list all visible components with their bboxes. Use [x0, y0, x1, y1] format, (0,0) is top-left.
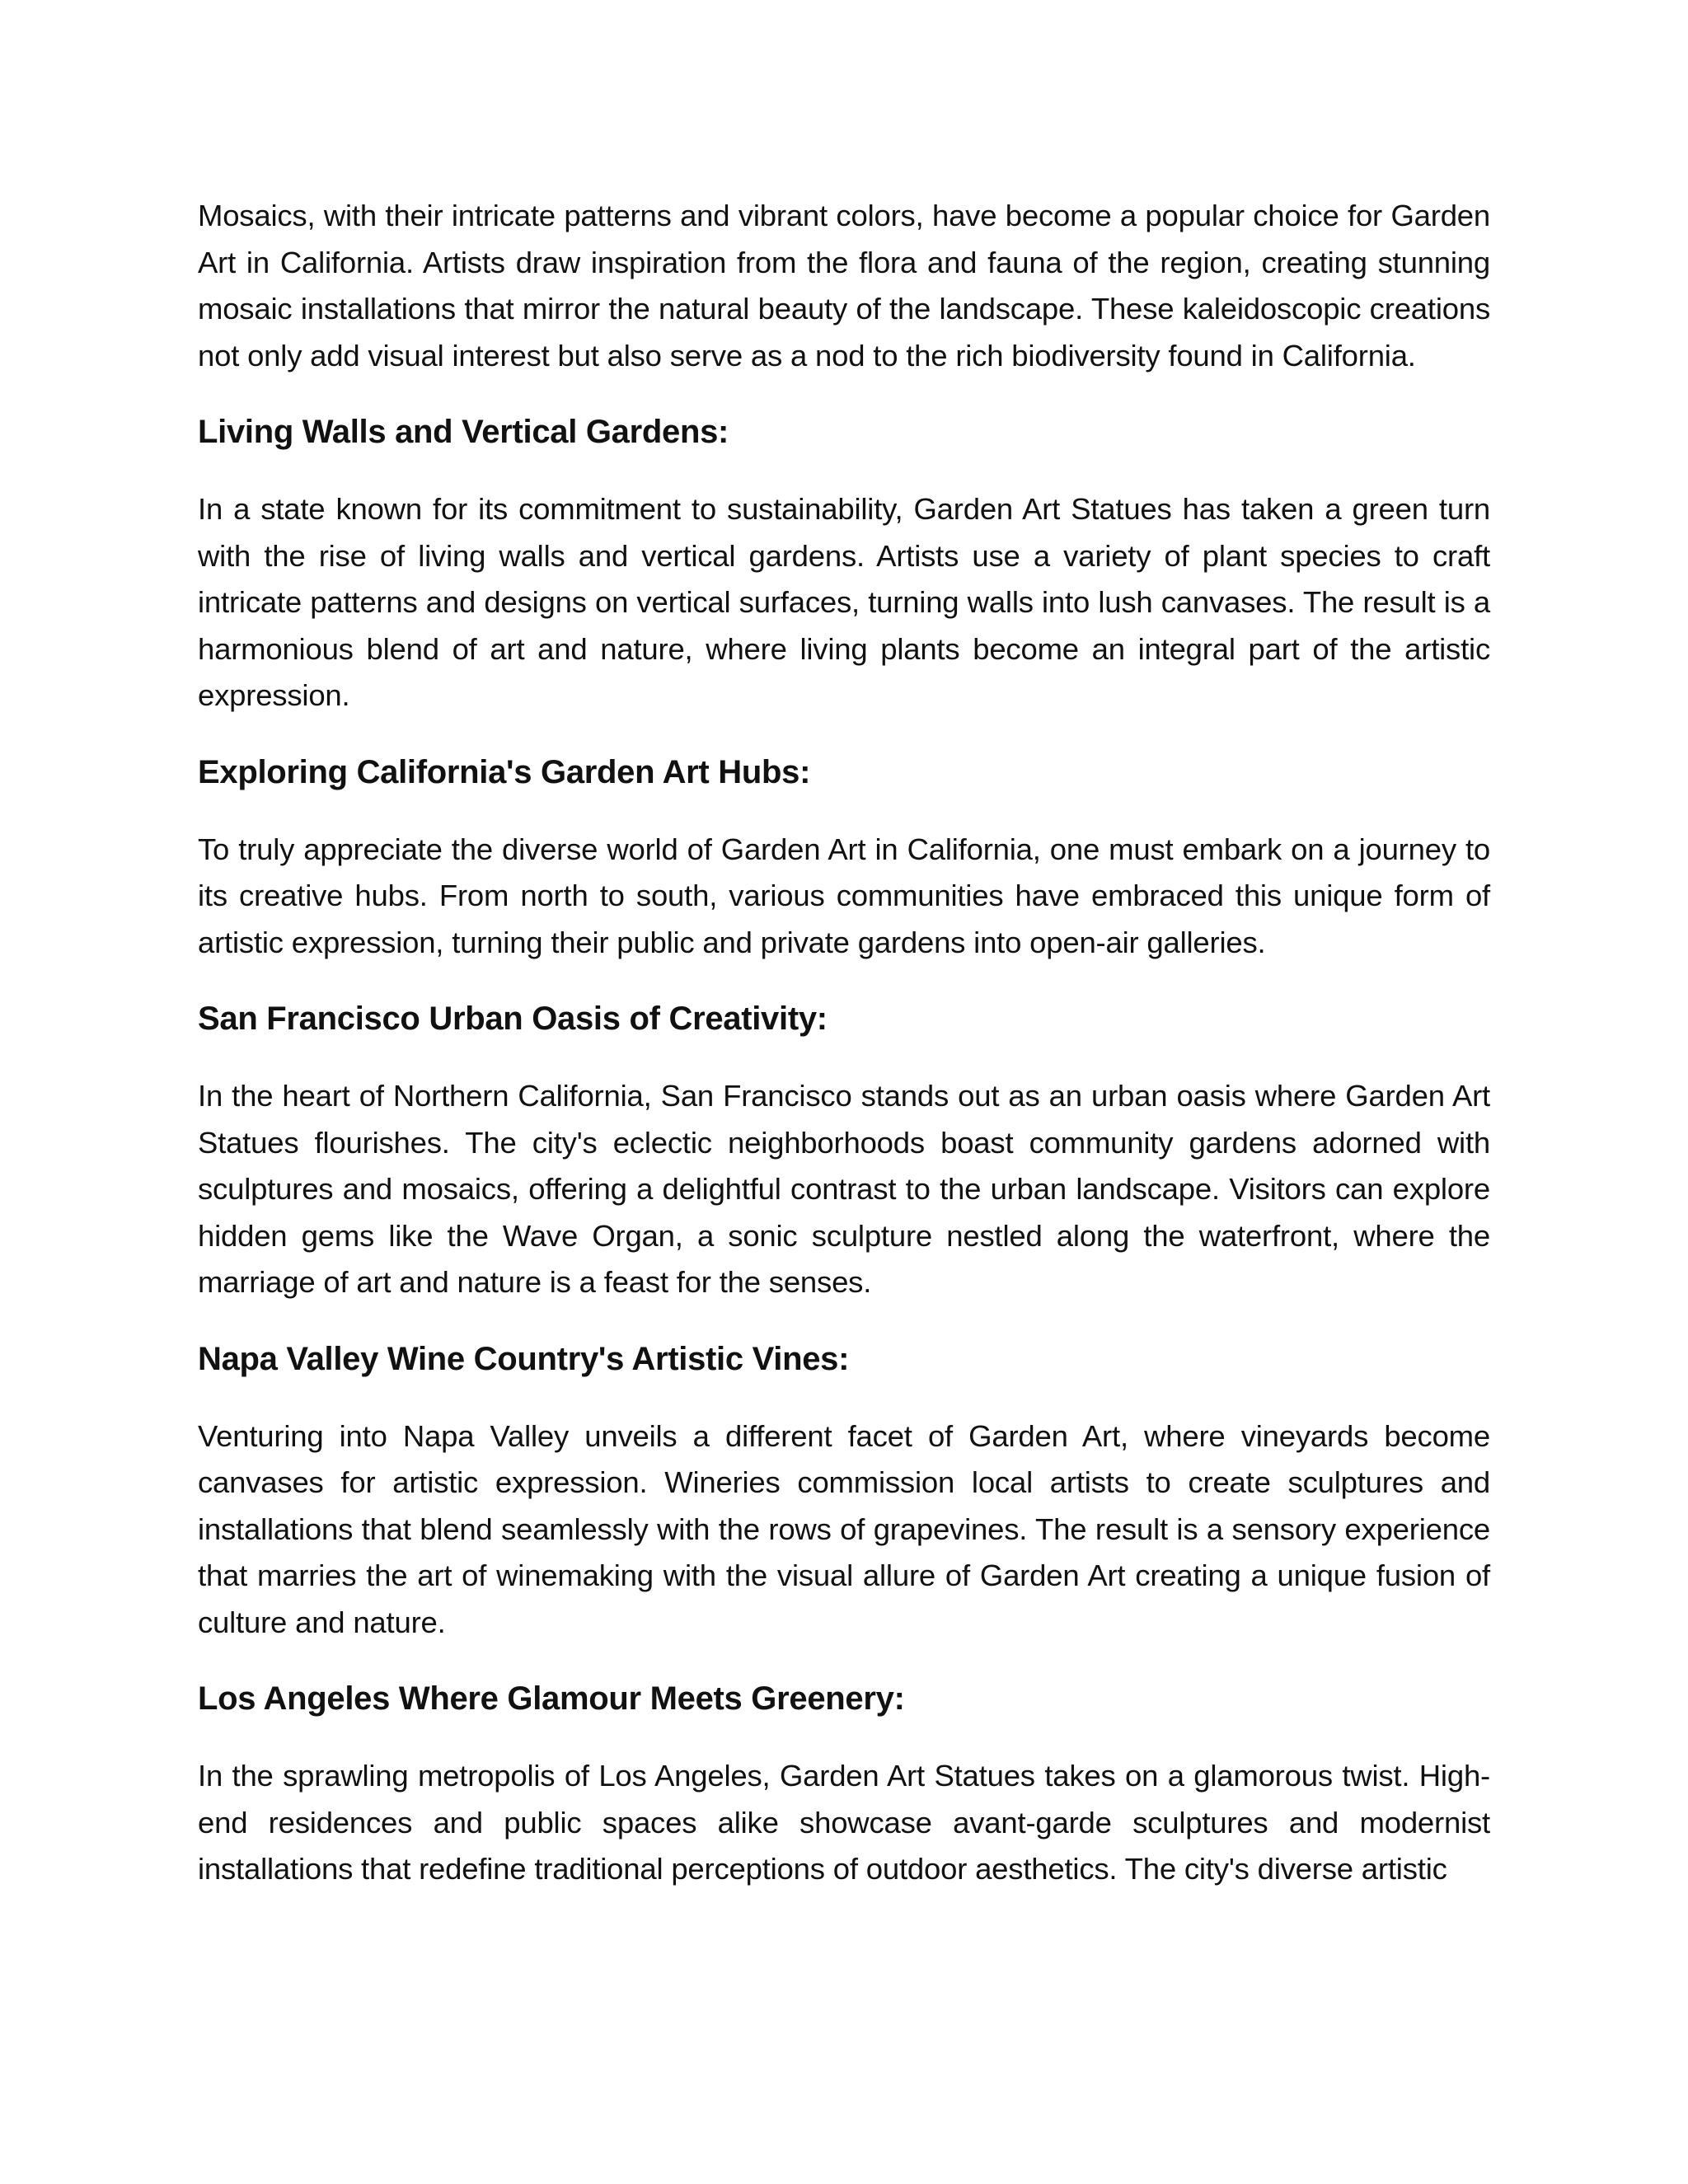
paragraph-living-walls: In a state known for its commitment to sustainability, Garden Art Statues has taken a green turn with the rise of living walls and vertical gardens. Artists use a variety of plant species to craft intricate patterns and designs on vertical surfaces, turning walls into lush canvases. The result is a harmonious blend of art and nature, where living plants become an integral part of the artistic expression. — [198, 492, 1490, 712]
page-content — [198, 193, 1490, 1893]
paragraph-napa-valley: Venturing into Napa Valley unveils a different facet of Garden Art, where vineyards become canvases for artistic expression. Wineries commission local artists to create sculptures and installations that blend seamlessly with the rows of grapevines. The result is a sensory experience that marries the art of winemaking with the visual allure of Garden Art creating a unique fusion of culture and nature. — [198, 1418, 1490, 1639]
paragraph-mosaics: Mosaics, with their intricate patterns and vibrant colors, have become a popular choice for Garden Art in California. Artists draw inspiration from the flora and fauna of the region, creating stunning mosaic installations that mirror the natural beauty of the landscape. These kaleidoscopic creations not only add visual interest but also serve as a nod to the rich biodiversity found in California. — [198, 199, 1490, 373]
paragraph-los-angeles: In the sprawling metropolis of Los Angeles, Garden Art Statues takes on a glamorous twist. High-end residences and public spaces alike showcase avant-garde sculptures and modernist installations that redefine traditional perceptions of outdoor aesthetics. The city's diverse artistic — [198, 1759, 1490, 1886]
heading-los-angeles: Los Angeles Where Glamour Meets Greenery: — [198, 1680, 905, 1717]
heading-garden-art-hubs: Exploring California's Garden Art Hubs: — [198, 753, 811, 790]
heading-napa-valley: Napa Valley Wine Country's Artistic Vines: — [198, 1340, 850, 1377]
paragraph-garden-art-hubs: To truly appreciate the diverse world of Garden Art in California, one must embark on a journey to its creative hubs. From north to south, various communities have embraced this unique form of artistic expression, turning their public and private gardens into open-air galleries. — [198, 832, 1490, 959]
paragraph-san-francisco: In the heart of Northern California, San Francisco stands out as an urban oasis where Garden Art Statues flourishes. The city's eclectic neighborhoods boast community gardens adorned with sculptures and mosaics, offering a delightful contrast to the urban landscape. Visitors can explore hidden gems like the Wave Organ, a sonic sculpture nestled along the waterfront, where the marriage of art and nature is a feast for the senses. — [198, 1079, 1490, 1299]
heading-living-walls: Living Walls and Vertical Gardens: — [198, 414, 729, 450]
heading-san-francisco: San Francisco Urban Oasis of Creativity: — [198, 1001, 828, 1037]
